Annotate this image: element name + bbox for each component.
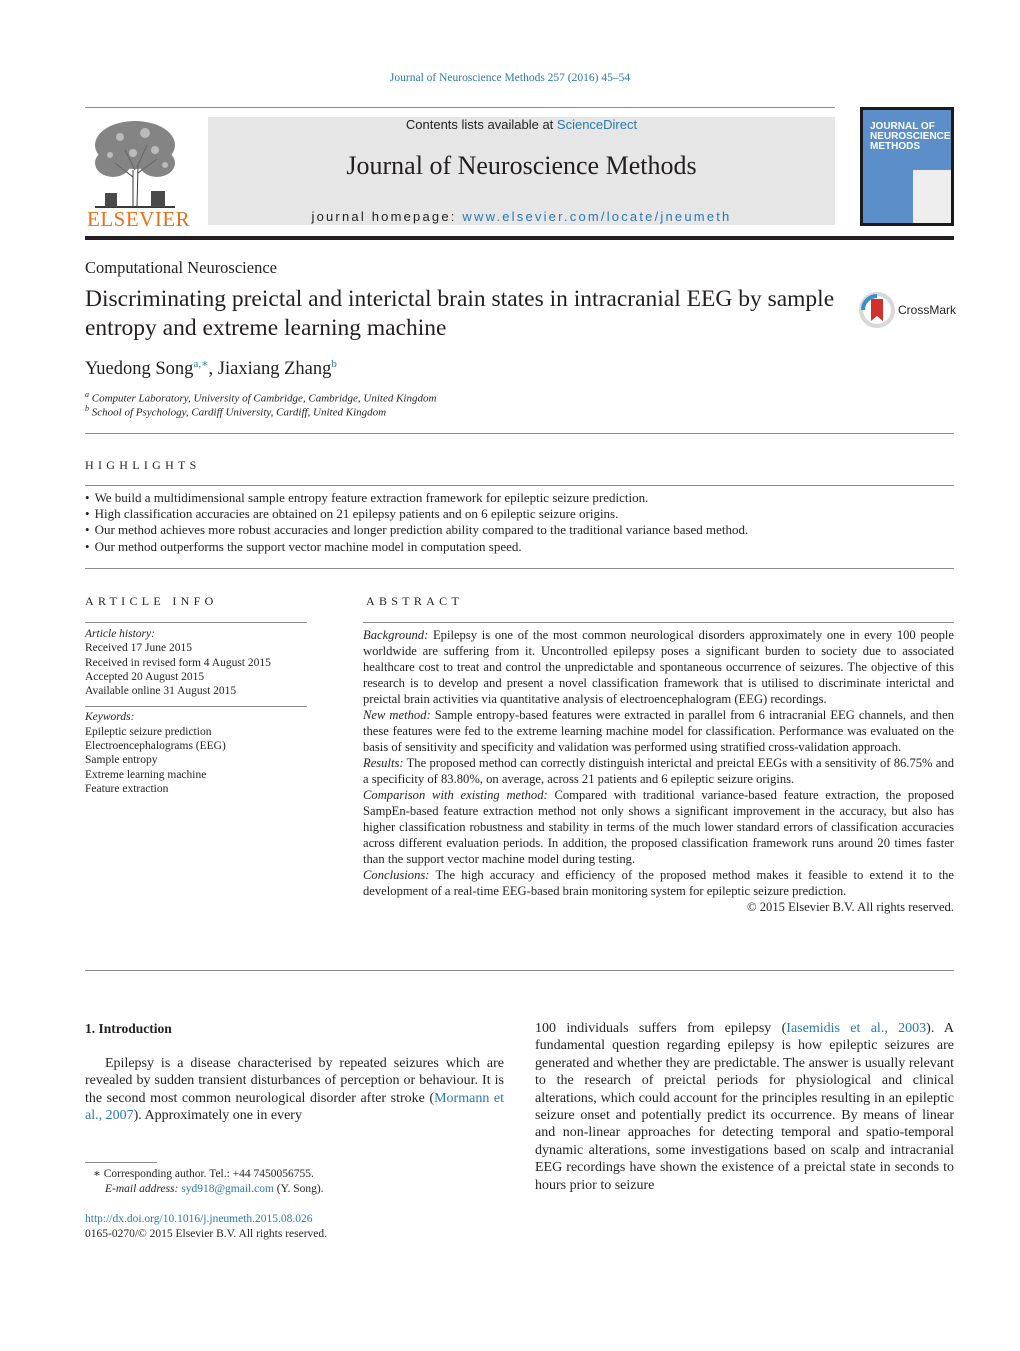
keyword: Extreme learning machine: [85, 768, 207, 781]
copyright-notice: © 2015 Elsevier B.V. All rights reserved.: [747, 900, 954, 914]
doi-link[interactable]: http://dx.doi.org/10.1016/j.jneumeth.2015.08.026: [85, 1213, 313, 1225]
history-entry: Accepted 20 August 2015: [85, 670, 205, 683]
divider: [85, 622, 307, 623]
contents-availability-line: Contents lists available at ScienceDirect: [405, 117, 638, 132]
author-name: Jiaxiang Zhang: [217, 359, 332, 380]
divider: [85, 433, 954, 434]
journal-title: Journal of Neuroscience Methods: [346, 151, 697, 180]
abstract-body: [363, 627, 954, 915]
corresponding-author-footnote: ∗ Corresponding author. Tel.: +44 7450056755. E-mail address: syd918@gmail.com (Y. Song).: [93, 1168, 324, 1195]
history-entry: Received 17 June 2015: [85, 642, 192, 655]
divider: [85, 970, 954, 971]
affiliation-b: $^b$ School of Psychology, Cardiff University, Cardiff, United Kingdom: [85, 404, 387, 419]
article-info-block: [85, 627, 307, 796]
journal-masthead: [208, 117, 835, 225]
section-label: Computational Neuroscience: [85, 258, 277, 277]
cover-title: JOURNAL OF NEUROSCIENCE METHODS: [870, 121, 951, 152]
body-column-left: [85, 1055, 504, 1125]
abstract-comparison: Comparison with existing method: Compared with traditional variance-based feature extraction, the proposed SampEn-based feature extraction method not only shows a significant improvement in the accuracy, but also has higher classification robustness and stability in terms of the much lower standard errors of classification accuracies across different evaluation periods. In addition, the proposed classification framework runs around 20 times faster than the support vector machine model during testing.: [363, 788, 954, 866]
keyword: Feature extraction: [85, 782, 169, 795]
divider: [363, 622, 954, 623]
divider: [85, 568, 954, 569]
masthead-top-rule: [85, 107, 835, 108]
journal-cover-thumbnail[interactable]: [860, 107, 954, 226]
citation-link[interactable]: Iasemidis et al., 2003: [786, 1021, 927, 1036]
abstract-conclusions: Conclusions: The high accuracy and efficiency of the proposed method makes it feasible to extend it to the development of a real-time EEG-based brain monitoring system for epileptic seizure prediction.: [363, 868, 954, 898]
keywords-label: Keywords:: [85, 711, 135, 724]
journal-reference[interactable]: Journal of Neuroscience Methods 257 (2016) 45–54: [389, 72, 631, 84]
highlights-heading: HIGHLIGHTS: [85, 458, 201, 472]
footnote-rule: [85, 1162, 157, 1163]
sciencedirect-link[interactable]: ScienceDirect: [556, 117, 638, 132]
issn-line: 0165-0270/© 2015 Elsevier B.V. All rights reserved.: [85, 1227, 328, 1240]
article-info-heading: ARTICLE INFO: [85, 594, 218, 608]
elsevier-logo: [85, 115, 191, 231]
author-affiliation-mark[interactable]: b: [331, 358, 337, 370]
keyword: Epileptic seizure prediction: [85, 725, 212, 738]
highlight-item: • We build a multidimensional sample entropy feature extraction framework for epileptic seizure prediction.: [85, 490, 954, 506]
article-title: Discriminating preictal and interictal brain states in intracranial EEG by sample entropy and extreme learning machine: [85, 286, 835, 341]
divider: [85, 698, 307, 707]
highlight-item: • High classification accuracies are obtained on 21 epilepsy patients and on 6 epileptic seizure origins.: [85, 506, 954, 522]
cover-image: [863, 110, 951, 223]
masthead-divider: [85, 236, 954, 240]
abstract-background: Background: Epilepsy is one of the most common neurological disorders approximately one in every 100 people worldwide are suffering from it. Uncontrolled epilepsy poses a significant burden to society due to associated healthcare cost to treat and control the unpredictable and spontaneous occurrence of seizures. The objective of this research is to develop and present a novel classification framework that is utilised to discriminate interictal and preictal brain activities via quantitative analysis of electroencephalogram (EEG) recordings.: [363, 628, 954, 706]
abstract-results: Results: The proposed method can correctly distinguish interictal and preictal EEGs with a sensitivity of 86.75% and a specificity of 83.80%, on average, across 21 patients and 6 epileptic seizure origins.: [363, 756, 954, 786]
body-column-right: [535, 1020, 954, 1194]
body-paragraph: Epilepsy is a disease characterised by repeated seizures which are revealed by sudden transient disturbances of perception or behaviour. It is the second most common neurological disorder after stroke (Mormann et al., 2007). Approximately one in every: [85, 1056, 504, 1124]
crossmark-icon: [858, 291, 896, 329]
journal-homepage-line: journal homepage: www.elsevier.com/locate/jneumeth: [311, 209, 732, 224]
introduction-heading: 1. Introduction: [85, 1021, 172, 1036]
crossmark-label: CrossMark: [898, 303, 957, 317]
abstract-heading: ABSTRACT: [366, 594, 464, 608]
author-list: [85, 357, 337, 380]
author-name: Yuedong Song: [85, 359, 194, 380]
history-entry: Received in revised form 4 August 2015: [85, 656, 271, 669]
elsevier-wordmark: ELSEVIER: [87, 207, 191, 231]
keyword: Electroencephalograms (EEG): [85, 740, 226, 753]
abstract-new-method: New method: Sample entropy-based features were extracted in parallel from 6 intracranial EEG channels, and then these features were fed to the extreme learning machine model for classification. Performance was evaluated on the basis of sensitivity and specificity and validation was performed using stratified cross-validation approach.: [363, 708, 954, 754]
keyword: Sample entropy: [85, 754, 158, 767]
author-affiliation-mark[interactable]: a,∗: [193, 358, 209, 370]
crossmark-badge[interactable]: [858, 291, 958, 331]
citation-link[interactable]: Mormann et al., 2007: [85, 1090, 504, 1124]
doi-block: [85, 1212, 327, 1241]
body-paragraph: 100 individuals suffers from epilepsy (Iasemidis et al., 2003). A fundamental question regarding epilepsy is how epileptic seizures are generated and whether they are predictable. The answer is usually relevant to the research of preictal periods for physiological and clinical alterations, which could account for the principles resulting in an epileptic seizure onset and potentially predict its occurrence. By means of linear and non-linear approaches for detecting temporal and spatio-temporal dynamic alterations, some investigations based on scalp and intracranial EEG recordings have shown the existence of a preictal state in seconds to hours prior to seizure: [535, 1021, 954, 1193]
cover-panel: [913, 170, 951, 223]
author-separator: ,: [208, 359, 218, 380]
highlights-list: [85, 490, 954, 555]
email-link[interactable]: syd918@gmail.com: [181, 1182, 274, 1195]
history-entry: Available online 31 August 2015: [85, 685, 237, 698]
highlight-item: • Our method achieves more robust accuracies and longer prediction ability compared to the traditional variance based method.: [85, 522, 954, 538]
highlight-item: • Our method outperforms the support vector machine model in computation speed.: [85, 539, 954, 555]
affiliation-a: $^a$ Computer Laboratory, University of Cambridge, Cambridge, United Kingdom: [85, 390, 437, 405]
journal-homepage-link[interactable]: www.elsevier.com/locate/jneumeth: [462, 209, 732, 224]
divider: [85, 485, 954, 486]
article-history-label: Article history:: [85, 628, 155, 640]
